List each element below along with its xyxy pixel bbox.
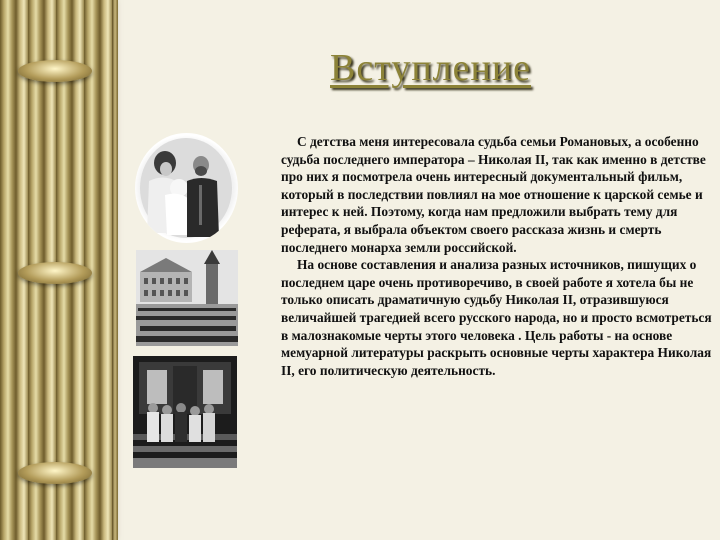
frame-ring-ornament: [18, 462, 92, 484]
frame-ring-ornament: [18, 60, 92, 82]
family-group-photo: [133, 356, 237, 468]
slide-body-text: [281, 133, 713, 379]
frame-ring-ornament: [18, 262, 92, 284]
kremlin-parade-photo: [136, 250, 238, 346]
intro-paragraph: На основе составления и анализа разных источников, пишущих о последнем царе очень противоречиво, в своей работе я хотела бы не только описать драматичную судьбу Николая II, отразившуюся величайшей трагедией всего русского народа, но и просто всмотреться в малознакомые черты этого человека . Цель работы - на основе мемуарной литературы раскрыть основные черты характера Николая II, его политическую деятельность.: [281, 257, 712, 378]
intro-paragraph: С детства меня интересовала судьба семьи Романовых, а особенно судьба последнего императора – Николая II, так как именно в детстве про них я посмотрела очень интересный документальный фильм, который в последствии повлиял на мое отношение к царской семье и интерес к ней. Поэтому, когда нам предложили выбрать тему для реферата, я выбрала объектом своего рассказа жизнь и смерть последнего монарха земли российской.: [281, 134, 706, 255]
slide-title: Вступление: [330, 47, 532, 89]
family-portrait-photo: [135, 133, 238, 243]
decorative-gold-frame: [0, 0, 112, 540]
